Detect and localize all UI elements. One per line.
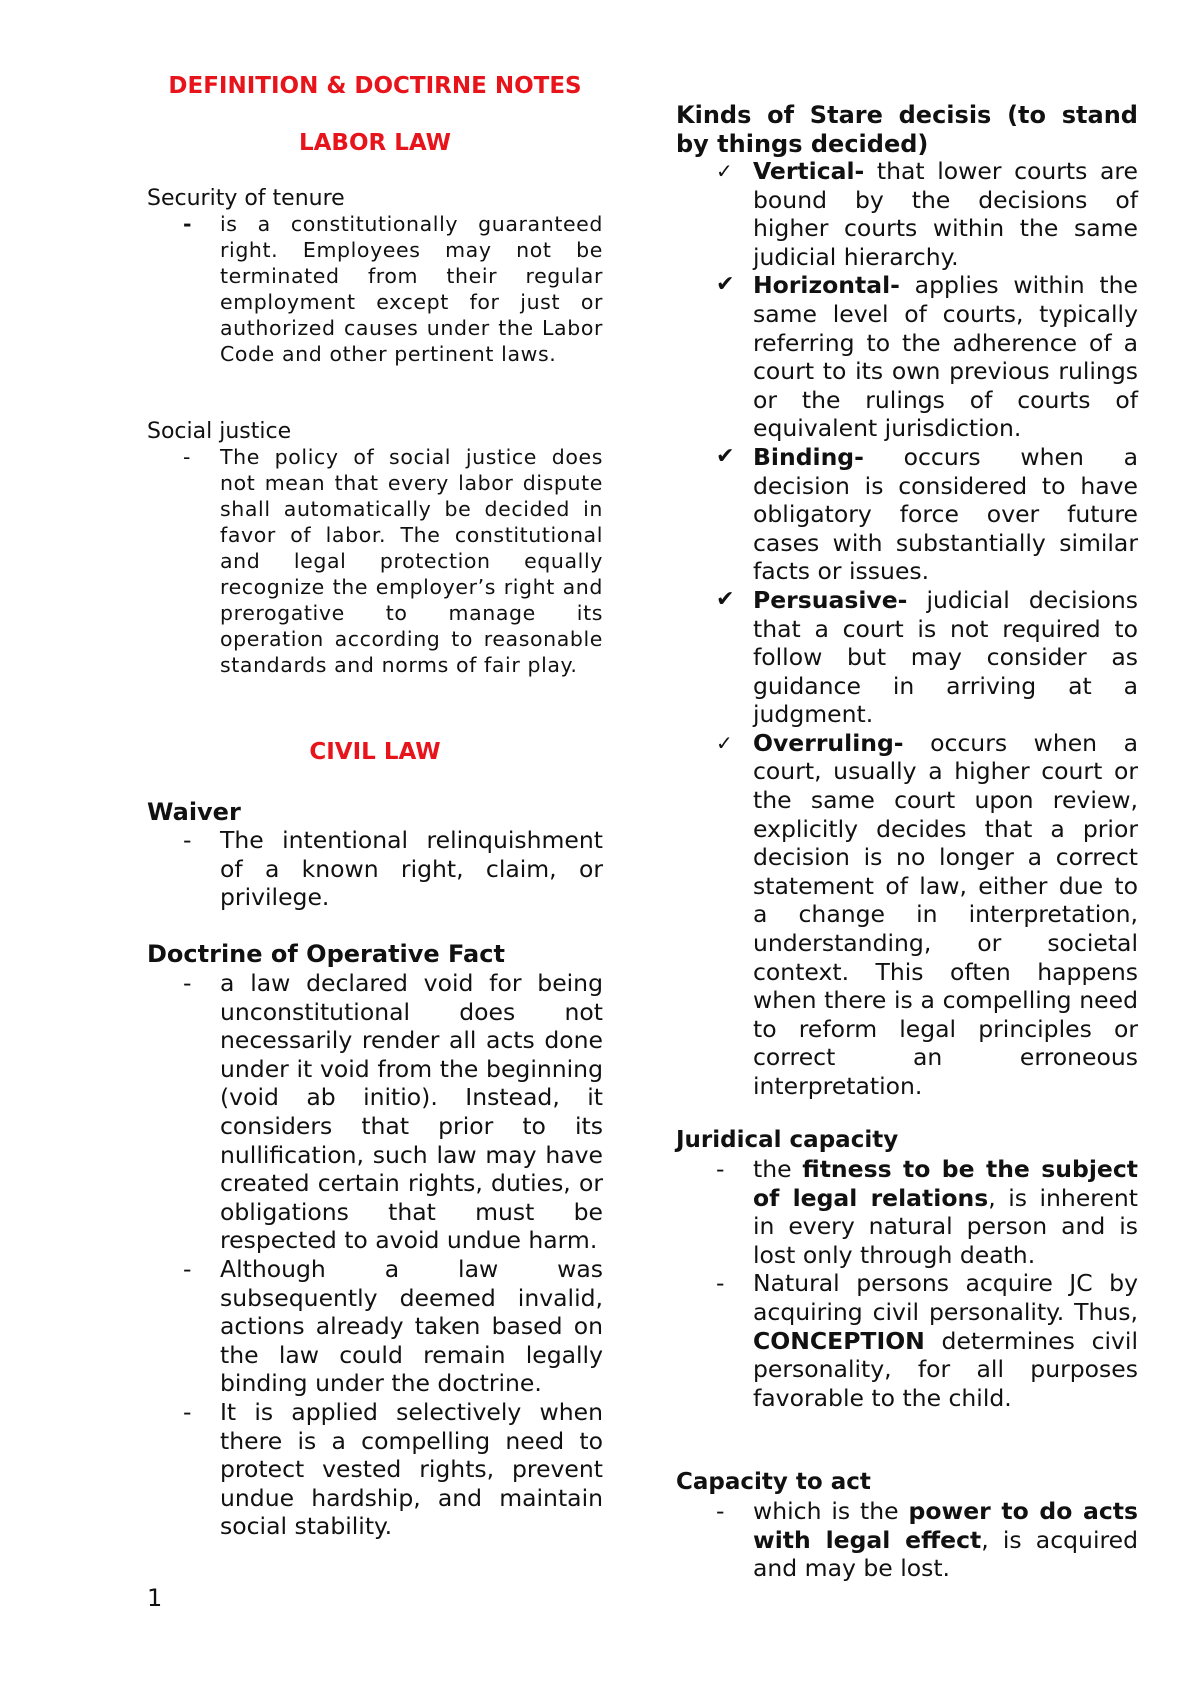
check-icon: ✓ — [716, 159, 733, 183]
list-item: ✔ Persuasive- judicial decisions that a court is not required to follow but may consider as guidance in arriving at a judgment. — [716, 585, 1138, 729]
stare-decisis-list — [676, 157, 1138, 1101]
dash-bullet-icon: - — [183, 826, 192, 854]
list-item: - which is the power to do acts with legal effect, is acquired and may be lost. — [716, 1497, 1138, 1583]
page-number: 1 — [147, 1584, 163, 1612]
dash-bullet-icon: - — [183, 1254, 192, 1283]
dash-bullet-icon: - — [183, 212, 193, 236]
operative-fact-term: Doctrine of Operative Fact — [147, 940, 505, 968]
security-of-tenure-term: Security of tenure — [147, 186, 345, 211]
list-item: ✔ Binding- occurs when a decision is considered to have obligatory force over future cases with substantially similar facts or issues. — [716, 442, 1138, 586]
list-item: - the fitness to be the subject of legal relations, is inherent in every natural person and is lost only through death. — [716, 1155, 1138, 1269]
dash-bullet-icon: - — [716, 1155, 725, 1183]
dash-bullet-icon: - — [183, 445, 191, 469]
waiver-term: Waiver — [147, 798, 241, 826]
list-item: - a law declared void for being unconstitutional does not necessarily render all acts done under it void from the beginning (void ab initio). Instead, it considers that prior to its nullification, such law may have created certain rights, duties, or obligations that must be respected to avoid undue harm. — [183, 969, 603, 1255]
dash-bullet-icon: - — [183, 1397, 192, 1426]
capacity-to-act-list — [676, 1497, 1138, 1583]
list-item: - Natural persons acquire JC by acquiring civil personality. Thus, CONCEPTION determines civil personality, for all purposes favorable to the child. — [716, 1269, 1138, 1412]
capacity-to-act-term: Capacity to act — [676, 1469, 871, 1495]
heavy-check-icon: ✔ — [716, 443, 735, 469]
list-item: - is a constitutionally guaranteed right. Employees may not be terminated from their regular employment except for just or authorized causes under the Labor Code and other pertinent laws. — [183, 212, 603, 366]
labor-law-heading: LABOR LAW — [298, 130, 452, 156]
check-icon: ✓ — [716, 730, 733, 755]
list-item: - It is applied selectively when there is a compelling need to protect vested rights, prevent undue hardship, and maintain social stability. — [183, 1397, 603, 1541]
document-title: DEFINITION & DOCTIRNE NOTES — [168, 73, 582, 99]
dash-bullet-icon: - — [716, 1269, 725, 1298]
heavy-check-icon: ✔ — [716, 272, 735, 298]
social-justice-term: Social justice — [147, 419, 292, 444]
list-item: ✓ Overruling- occurs when a court, usually a higher court or the same court upon review, explicitly decides that a prior decision is no longer a correct statement of law, either due to a change in interpretation, understanding, or societal context. This often happens when there is a compelling need to reform legal principles or correct an erroneous interpretation. — [716, 728, 1138, 1100]
social-justice-list — [147, 444, 603, 678]
operative-fact-list — [147, 969, 603, 1541]
juridical-capacity-term: Juridical capacity — [676, 1127, 899, 1153]
list-item: ✔ Horizontal- applies within the same level of courts, typically referring to the adherence of a court to its own previous rulings or the rulings of courts of equivalent jurisdiction. — [716, 271, 1138, 443]
dash-bullet-icon: - — [716, 1497, 725, 1525]
waiver-list — [147, 826, 603, 912]
civil-law-heading: CIVIL LAW — [309, 739, 441, 765]
security-of-tenure-list — [147, 211, 603, 367]
list-item: ✓ Vertical- that lower courts are bound by the decisions of higher courts within the same judicial hierarchy. — [716, 157, 1138, 271]
list-item: - The policy of social justice does not mean that every labor dispute shall automatically be decided in favor of labor. The constitutional and legal protection equally recognize the employer’s right and prerogative to manage its operation according to reasonable standards and norms of fair play. — [183, 445, 603, 677]
heavy-check-icon: ✔ — [716, 586, 735, 612]
dash-bullet-icon: - — [183, 969, 192, 997]
list-item: - The intentional relinquishment of a known right, claim, or privilege. — [183, 826, 603, 912]
stare-decisis-heading: Kinds of Stare decisis (to stand by things decided) — [676, 101, 1138, 158]
list-item: - Although a law was subsequently deemed invalid, actions already taken based on the law could remain legally binding under the doctrine. — [183, 1254, 603, 1398]
juridical-capacity-list — [676, 1155, 1138, 1412]
